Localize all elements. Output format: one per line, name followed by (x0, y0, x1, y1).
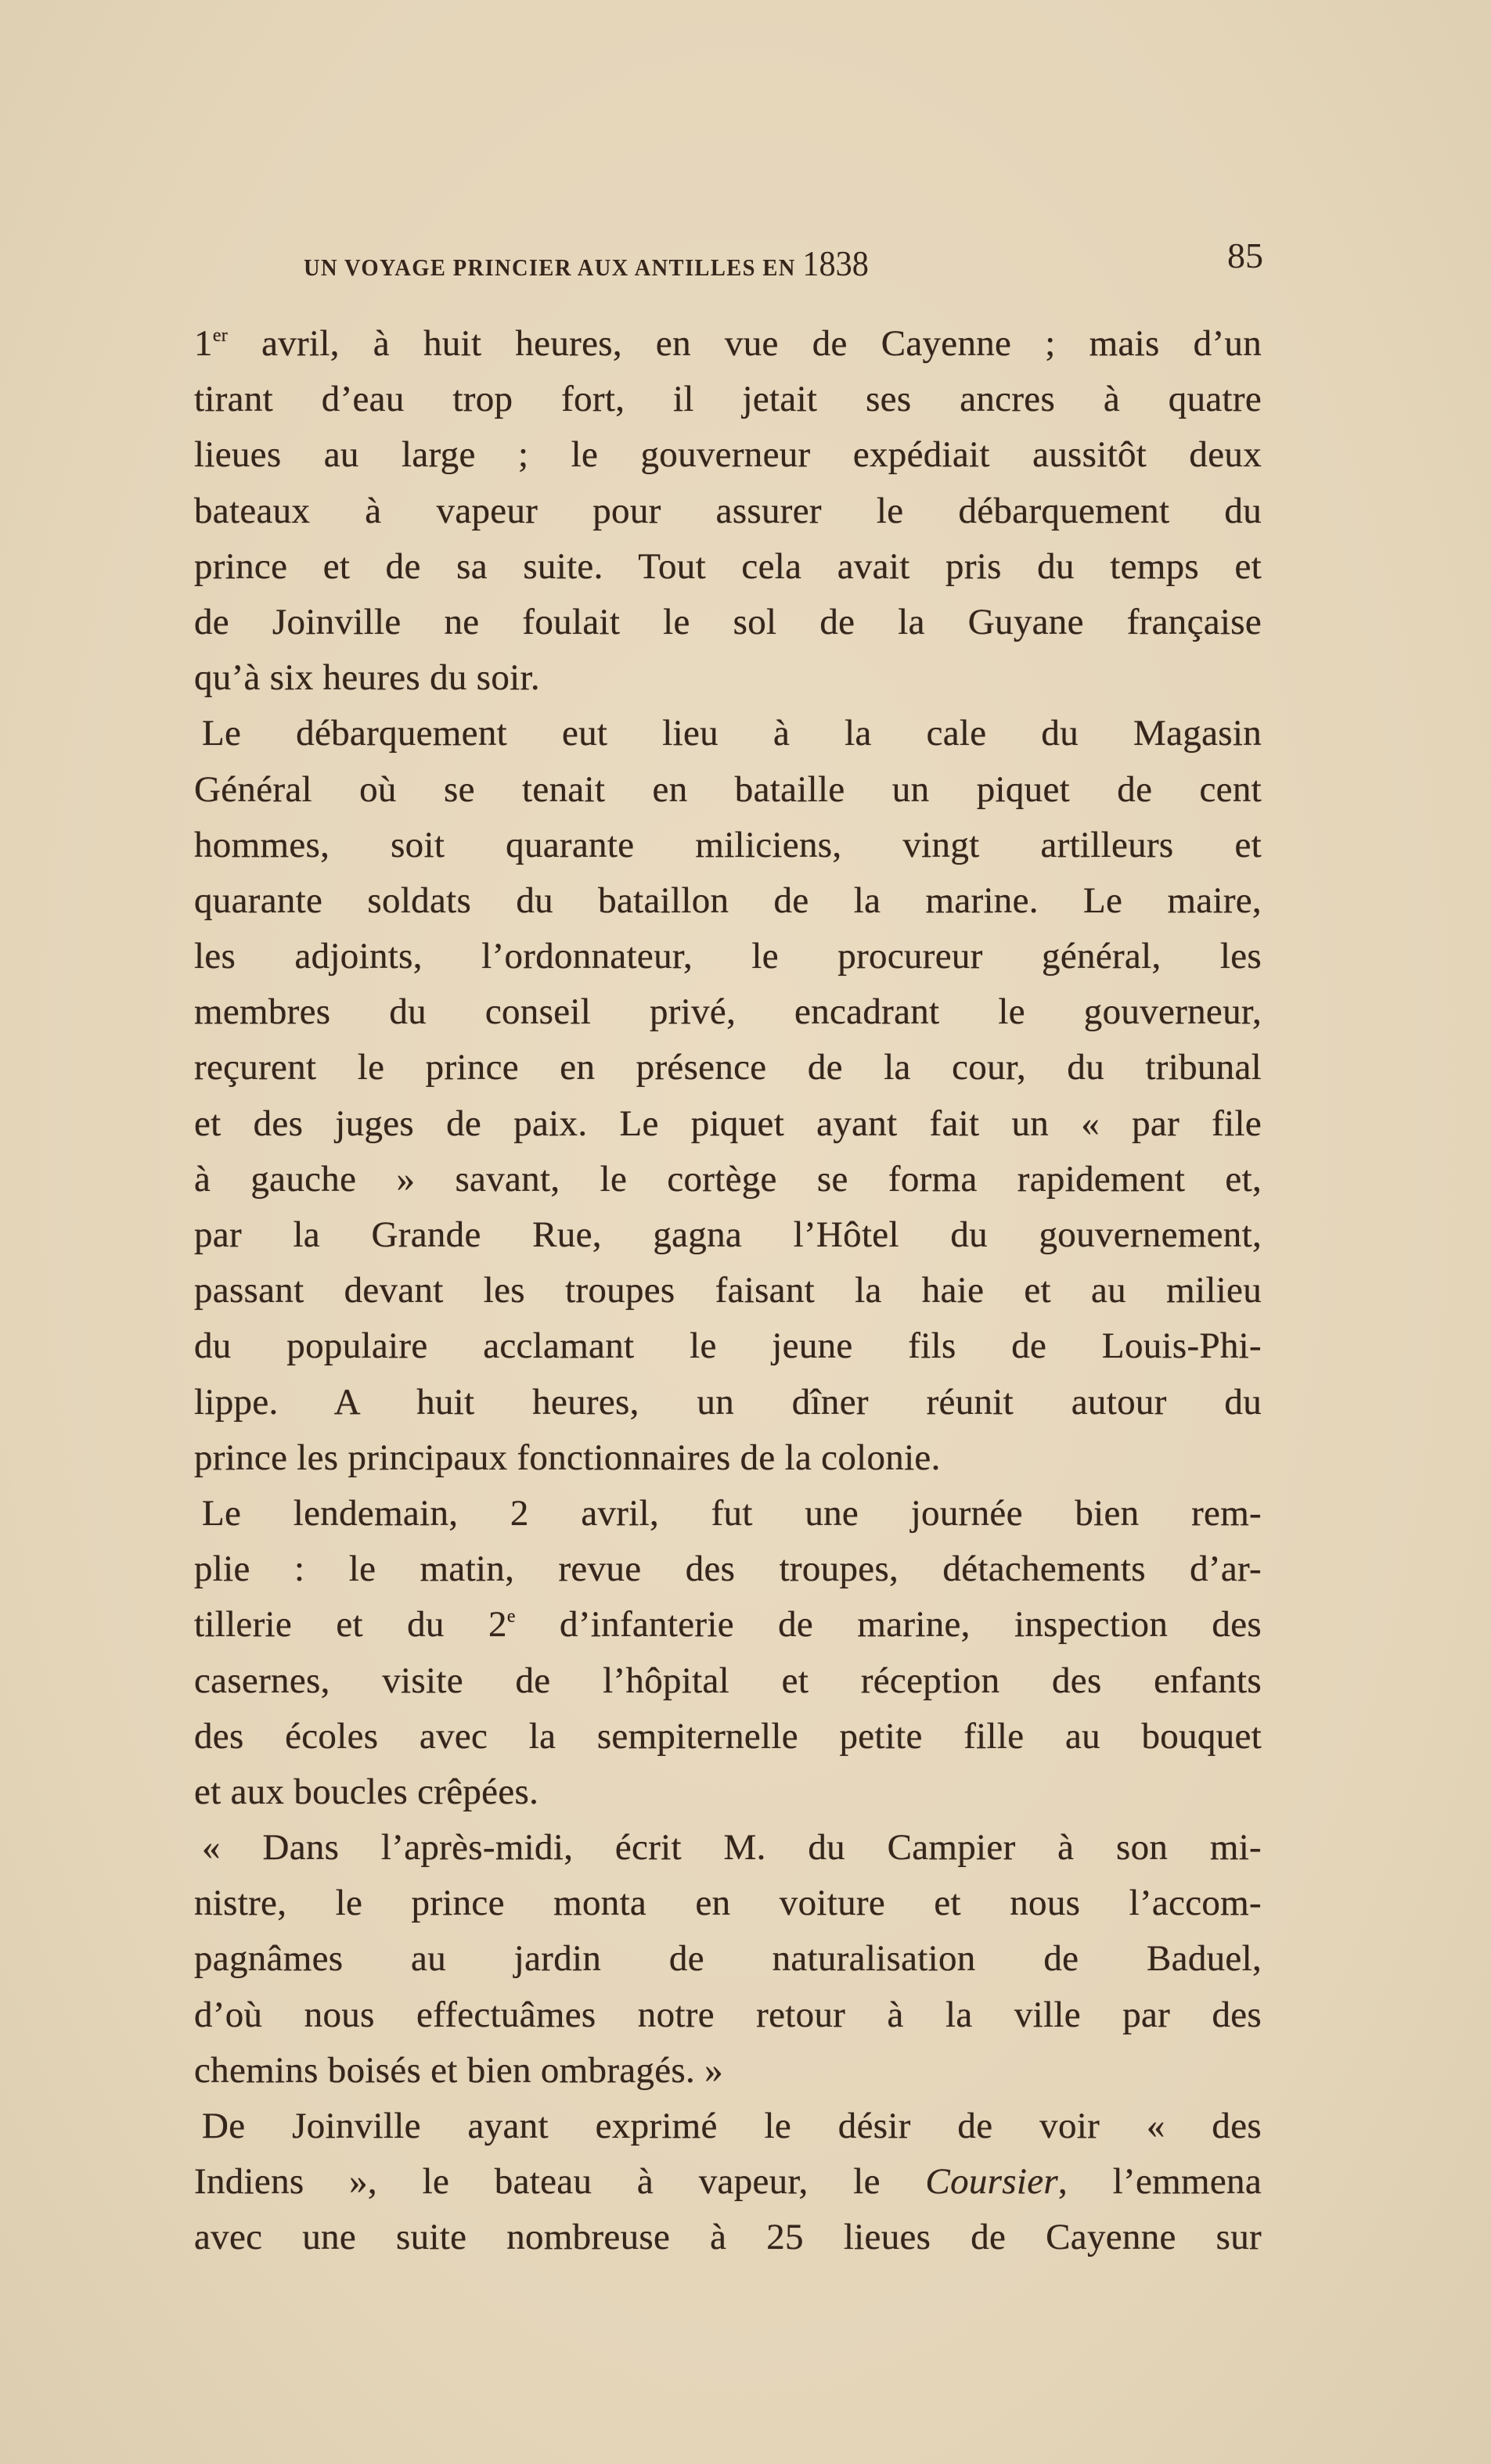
text-line (194, 1876, 1262, 1931)
text-line (194, 650, 1262, 706)
text-line (194, 2099, 1262, 2154)
text-segment: lippe. A huit heures, un dîner réunit autour du (194, 1381, 1262, 1423)
text-segment: Indiens », le bateau à vapeur, le (194, 2161, 926, 2203)
text-segment: 1 (194, 323, 213, 364)
text-segment: tillerie et du 2 (194, 1604, 507, 1646)
text-segment: reçurent le prince en présence de la cour, du tribunal (194, 1047, 1262, 1088)
text-segment: prince et de sa suite. Tout cela avait pris du temps et (194, 545, 1262, 587)
text-line (194, 1931, 1262, 1987)
text-segment: du populaire acclamant le jeune fils de Louis-Phi- (194, 1326, 1262, 1367)
text-line (194, 1820, 1262, 1876)
text-segment: des écoles avec la sempiternelle petite fille au bouquet (194, 1715, 1262, 1757)
page-number: 85 (1227, 236, 1263, 275)
text-line (194, 2043, 1262, 2099)
text-segment: et aux boucles crêpées. (194, 1771, 539, 1812)
text-segment: casernes, visite de l’hôpital et réception des enfants (194, 1660, 1262, 1701)
text-segment: plie : le matin, revue des troupes, détachements d’ar- (194, 1549, 1262, 1590)
text-line (194, 1541, 1262, 1597)
text-line (194, 706, 1262, 761)
text-segment: lieues au large ; le gouverneur expédiait aussitôt deux (194, 434, 1262, 476)
italic-text: Coursier (925, 2161, 1058, 2203)
text-segment: Le lendemain, 2 avril, fut une journée bien rem- (202, 1492, 1262, 1534)
text-line (194, 1375, 1262, 1430)
running-head-text: UN VOYAGE PRINCIER AUX ANTILLES EN (304, 254, 796, 281)
text-line (194, 1709, 1262, 1764)
text-line (194, 1764, 1262, 1820)
text-segment: chemins boisés et bien ombragés. » (194, 2049, 723, 2091)
text-line (194, 316, 1262, 372)
text-segment: bateaux à vapeur pour assurer le débarquement du (194, 490, 1262, 531)
text-segment: qu’à six heures du soir. (194, 657, 540, 699)
text-segment: nistre, le prince monta en voiture et nous l’accom- (194, 1883, 1262, 1924)
text-line (194, 1096, 1262, 1152)
text-segment: hommes, soit quarante miliciens, vingt artilleurs et (194, 824, 1262, 865)
text-segment: passant devant les troupes faisant la haie et au milieu (194, 1270, 1262, 1311)
text-segment: avec une suite nombreuse à 25 lieues de Cayenne sur (194, 2217, 1262, 2258)
text-line (194, 1318, 1262, 1374)
text-line (194, 762, 1262, 818)
text-line (194, 539, 1262, 595)
text-line (194, 427, 1262, 483)
text-line (194, 1486, 1262, 1541)
text-line (194, 2210, 1262, 2265)
text-segment: Général où se tenait en bataille un piquet de cent (194, 768, 1262, 810)
text-segment: prince les principaux fonctionnaires de la colonie. (194, 1437, 941, 1478)
text-segment: avril, à huit heures, en vue de Cayenne ; mais d’un (228, 323, 1262, 364)
text-segment: quarante soldats du bataillon de la marine. Le maire, (194, 879, 1262, 921)
text-line (194, 1597, 1262, 1653)
text-line (194, 1207, 1262, 1263)
text-segment: « Dans l’après-midi, écrit M. du Campier à son mi- (202, 1827, 1262, 1869)
text-segment: d’où nous effectuâmes notre retour à la ville par des (194, 1994, 1262, 2035)
text-line (194, 1040, 1262, 1095)
text-line (194, 484, 1262, 539)
running-head-title (304, 243, 869, 284)
text-line (194, 818, 1262, 873)
running-head (297, 235, 1262, 282)
text-segment: Le débarquement eut lieu à la cale du Magasin (202, 713, 1262, 754)
text-segment: par la Grande Rue, gagna l’Hôtel du gouvernement, (194, 1214, 1262, 1255)
text-line (194, 929, 1262, 984)
text-segment: de Joinville ne foulait le sol de la Guyane française (194, 601, 1262, 642)
text-segment: les adjoints, l’ordonnateur, le procureur général, les (194, 936, 1262, 977)
text-line (194, 1987, 1262, 2043)
text-line (194, 1152, 1262, 1207)
text-line (194, 1263, 1262, 1318)
text-segment: et des juges de paix. Le piquet ayant fait un « par file (194, 1103, 1262, 1144)
running-head-year: 1838 (802, 243, 869, 283)
text-line (194, 2154, 1262, 2210)
text-segment: à gauche » savant, le cortège se forma rapidement et, (194, 1158, 1262, 1200)
text-segment: , l’emmena (1057, 2161, 1262, 2203)
text-line (194, 984, 1262, 1040)
superscript: e (506, 1606, 516, 1628)
body-text (194, 316, 1262, 2266)
text-segment: d’infanterie de marine, inspection des (515, 1604, 1262, 1646)
text-line (194, 1430, 1262, 1486)
text-line (194, 1653, 1262, 1709)
text-segment: tirant d’eau trop fort, il jetait ses ancres à quatre (194, 379, 1262, 420)
text-line (194, 595, 1262, 650)
text-segment: membres du conseil privé, encadrant le gouverneur, (194, 991, 1262, 1033)
text-line (194, 372, 1262, 427)
text-line (194, 873, 1262, 929)
superscript: er (212, 326, 229, 346)
text-segment: De Joinville ayant exprimé le désir de voir « des (202, 2106, 1262, 2146)
text-segment: pagnâmes au jardin de naturalisation de Baduel, (194, 1938, 1262, 1980)
